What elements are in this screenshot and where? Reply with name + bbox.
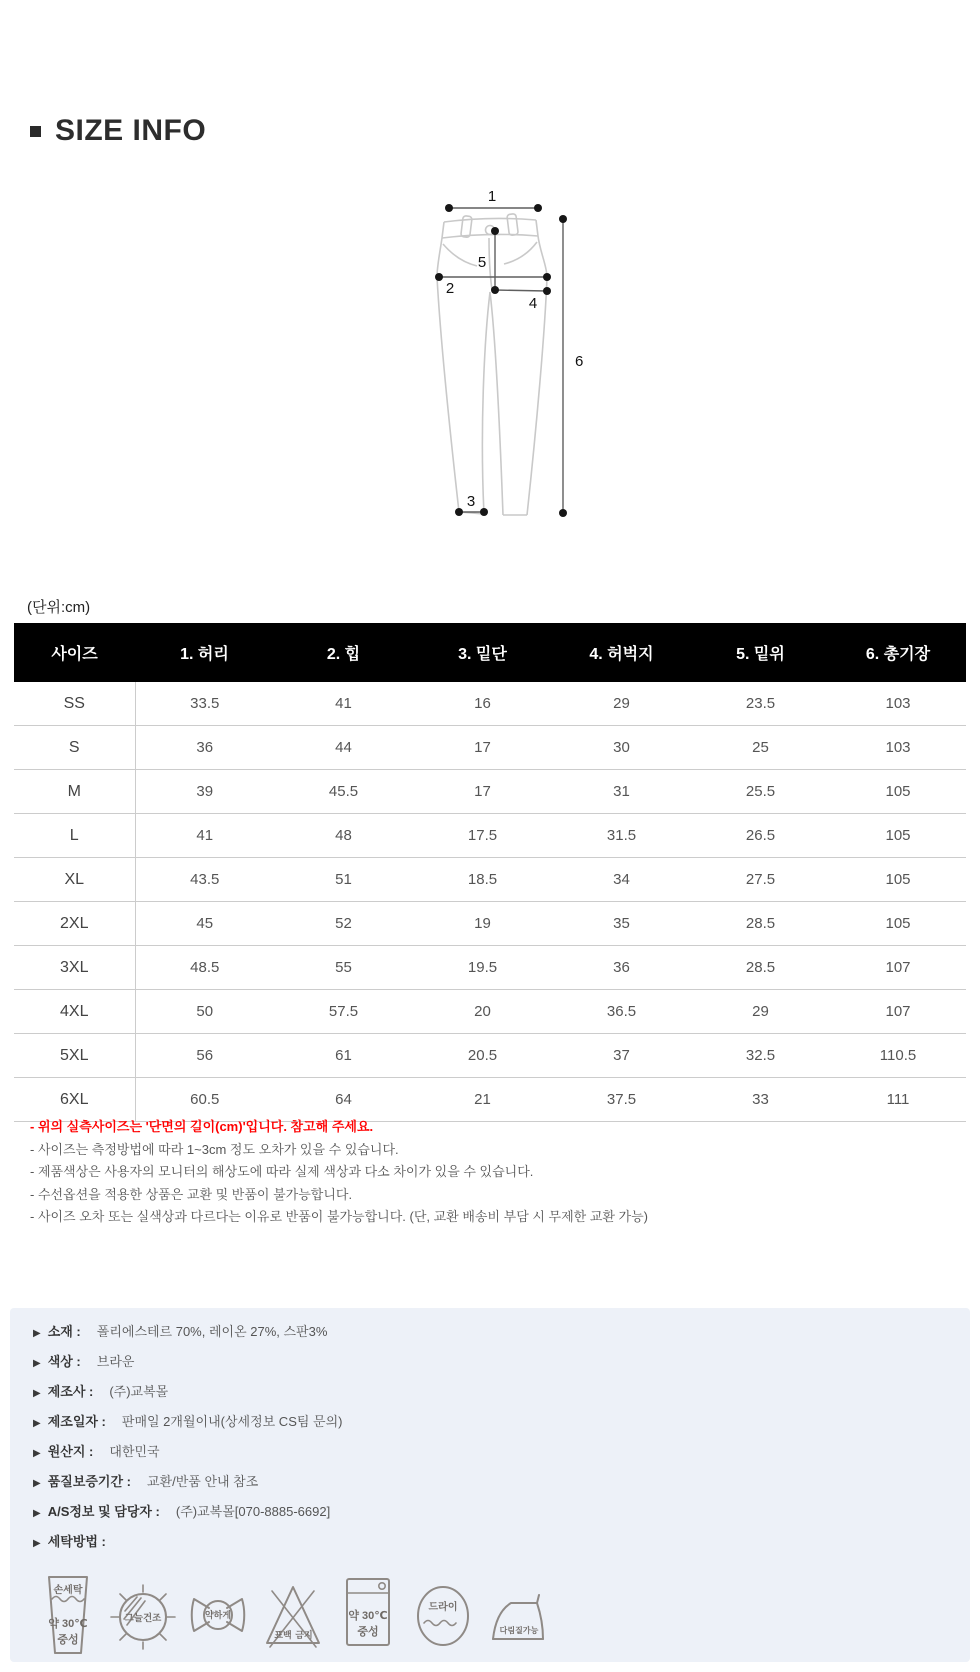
info-item-manufacture-date <box>33 1408 970 1438</box>
size-notes <box>30 1116 648 1229</box>
arrow-icon: ▶ <box>33 1388 41 1399</box>
arrow-icon: ▶ <box>33 1358 41 1369</box>
measure-label-4: 4 <box>528 295 538 312</box>
square-bullet-icon <box>30 126 41 137</box>
cell: 45 <box>135 902 274 946</box>
cell: 60.5 <box>135 1078 274 1122</box>
table-row <box>14 902 966 946</box>
cell: 28.5 <box>691 902 830 946</box>
unit-label: (단위:cm) <box>27 599 91 616</box>
cell: 48.5 <box>135 946 274 990</box>
measure-label-6: 6 <box>575 353 584 370</box>
size-value: 6XL <box>14 1078 135 1122</box>
machine-wash-icon <box>335 1571 401 1657</box>
cell: 105 <box>830 770 966 814</box>
measure-label-5: 5 <box>477 254 487 271</box>
size-value: M <box>14 770 135 814</box>
col-thigh: 4. 허벅지 <box>552 623 691 682</box>
info-value: 브라운 <box>96 1354 135 1369</box>
cell: 111 <box>830 1078 966 1122</box>
cell: 28.5 <box>691 946 830 990</box>
info-value: 교환/반품 안내 참조 <box>147 1474 259 1489</box>
note-line: - 사이즈 오차 또는 실색상과 다르다는 이유로 반품이 불가능합니다. (단, 교환 배송비 부담 시 무제한 교환 가능) <box>30 1209 648 1224</box>
info-item-color <box>33 1348 970 1378</box>
svg-text:약 30℃: 약 30℃ <box>48 1618 88 1630</box>
table-row <box>14 858 966 902</box>
cell: 41 <box>135 814 274 858</box>
cell: 61 <box>274 1034 413 1078</box>
size-value: 3XL <box>14 946 135 990</box>
info-value: 폴리에스테르 70%, 레이온 27%, 스판3% <box>96 1324 328 1339</box>
cell: 56 <box>135 1034 274 1078</box>
table-row <box>14 682 966 726</box>
cell: 107 <box>830 990 966 1034</box>
table-row <box>14 726 966 770</box>
cell: 55 <box>274 946 413 990</box>
info-label: 소재 : <box>47 1324 81 1339</box>
table-row <box>14 1078 966 1122</box>
cell: 29 <box>552 682 691 726</box>
cell: 64 <box>274 1078 413 1122</box>
arrow-icon: ▶ <box>33 1508 41 1519</box>
dry-clean-icon <box>410 1571 476 1657</box>
note-line: - 수선옵션을 적용한 상품은 교환 및 반품이 불가능합니다. <box>30 1186 353 1202</box>
cell: 31.5 <box>552 814 691 858</box>
info-item-warranty <box>33 1468 970 1498</box>
svg-text:금지: 금지 <box>295 1630 313 1640</box>
product-info-panel <box>10 1308 970 1662</box>
cell: 51 <box>274 858 413 902</box>
cell: 57.5 <box>274 990 413 1034</box>
svg-text:드라이: 드라이 <box>428 1602 458 1613</box>
col-rise: 5. 밑위 <box>691 623 830 682</box>
cell: 18.5 <box>413 858 552 902</box>
cell: 17 <box>413 770 552 814</box>
svg-text:약하게: 약하게 <box>204 1610 232 1620</box>
size-value: S <box>14 726 135 770</box>
cell: 105 <box>830 858 966 902</box>
svg-text:중성: 중성 <box>57 1634 79 1646</box>
page-title-text: SIZE INFO <box>55 114 207 147</box>
cell: 19 <box>413 902 552 946</box>
measure-label-1: 1 <box>487 188 497 205</box>
size-value: 5XL <box>14 1034 135 1078</box>
svg-text:약 30℃: 약 30℃ <box>348 1610 388 1622</box>
note-line: - 사이즈는 측정방법에 따라 1~3cm 정도 오차가 있을 수 있습니다. <box>30 1141 399 1157</box>
svg-text:그늘건조: 그늘건조 <box>124 1613 162 1624</box>
cell: 26.5 <box>691 814 830 858</box>
cell: 48 <box>274 814 413 858</box>
cell: 34 <box>552 858 691 902</box>
size-value: XL <box>14 858 135 902</box>
cell: 107 <box>830 946 966 990</box>
page-title <box>30 114 206 148</box>
cell: 23.5 <box>691 682 830 726</box>
note-highlight: - 위의 실측사이즈는 '단면의 길이(cm)'입니다. 참고해 주세요. <box>30 1119 374 1134</box>
info-label: 세탁방법 : <box>47 1534 106 1549</box>
cell: 39 <box>135 770 274 814</box>
size-table <box>14 623 966 1122</box>
measure-label-2: 2 <box>445 280 455 297</box>
cell: 30 <box>552 726 691 770</box>
info-value: 판매일 2개월이내(상세정보 CS팀 문의) <box>121 1414 343 1429</box>
arrow-icon: ▶ <box>33 1448 41 1459</box>
info-item-material <box>33 1318 970 1348</box>
table-row <box>14 1034 966 1078</box>
info-label: A/S정보 및 담당자 : <box>47 1504 160 1519</box>
cell: 41 <box>274 682 413 726</box>
col-waist: 1. 허리 <box>135 623 274 682</box>
size-value: 4XL <box>14 990 135 1034</box>
info-label: 제조사 : <box>47 1384 94 1399</box>
cell: 110.5 <box>830 1034 966 1078</box>
info-label: 품질보증기간 : <box>47 1474 131 1489</box>
measure-lines <box>435 188 583 517</box>
cell: 16 <box>413 682 552 726</box>
info-value: (주)교복몰[070-8885-6692] <box>175 1504 331 1519</box>
arrow-icon: ▶ <box>33 1418 41 1429</box>
info-label: 제조일자 : <box>47 1414 106 1429</box>
svg-text:표백: 표백 <box>274 1630 292 1640</box>
note-line: - 제품색상은 사용자의 모니터의 해상도에 따라 실제 색상과 다소 차이가 있을 수 있습니다. <box>30 1164 534 1179</box>
col-hip: 2. 힙 <box>274 623 413 682</box>
cell: 44 <box>274 726 413 770</box>
cell: 25.5 <box>691 770 830 814</box>
size-table-header-row <box>14 623 966 682</box>
cell: 29 <box>691 990 830 1034</box>
cell: 25 <box>691 726 830 770</box>
info-item-as-contact <box>33 1498 970 1528</box>
col-hem: 3. 밑단 <box>413 623 552 682</box>
iron-ok-icon <box>485 1571 551 1657</box>
pants-measurement-diagram <box>380 170 600 522</box>
hand-wash-icon <box>35 1571 101 1657</box>
care-icons-row <box>35 1571 970 1657</box>
cell: 32.5 <box>691 1034 830 1078</box>
table-row <box>14 946 966 990</box>
col-length: 6. 총기장 <box>830 623 966 682</box>
cell: 17 <box>413 726 552 770</box>
cell: 19.5 <box>413 946 552 990</box>
cell: 37 <box>552 1034 691 1078</box>
wring-weak-icon <box>185 1571 251 1657</box>
table-row <box>14 814 966 858</box>
info-label: 원산지 : <box>47 1444 94 1459</box>
size-value: SS <box>14 682 135 726</box>
cell: 36 <box>135 726 274 770</box>
svg-text:다림질가능: 다림질가능 <box>499 1626 539 1635</box>
cell: 20 <box>413 990 552 1034</box>
cell: 105 <box>830 902 966 946</box>
col-size: 사이즈 <box>14 623 135 682</box>
size-value: 2XL <box>14 902 135 946</box>
cell: 52 <box>274 902 413 946</box>
cell: 45.5 <box>274 770 413 814</box>
info-value: 대한민국 <box>109 1444 160 1459</box>
info-item-origin <box>33 1438 970 1468</box>
svg-text:중성: 중성 <box>357 1626 379 1638</box>
shade-dry-icon <box>110 1571 176 1657</box>
arrow-icon: ▶ <box>33 1538 41 1549</box>
info-label: 색상 : <box>47 1354 81 1369</box>
cell: 37.5 <box>552 1078 691 1122</box>
info-value: (주)교복몰 <box>109 1384 169 1399</box>
cell: 35 <box>552 902 691 946</box>
measure-label-3: 3 <box>466 493 476 510</box>
cell: 103 <box>830 726 966 770</box>
cell: 20.5 <box>413 1034 552 1078</box>
cell: 50 <box>135 990 274 1034</box>
cell: 36 <box>552 946 691 990</box>
cell: 36.5 <box>552 990 691 1034</box>
arrow-icon: ▶ <box>33 1478 41 1489</box>
info-item-manufacturer <box>33 1378 970 1408</box>
cell: 27.5 <box>691 858 830 902</box>
table-row <box>14 770 966 814</box>
pants-outline-icon <box>437 214 547 515</box>
cell: 33.5 <box>135 682 274 726</box>
cell: 21 <box>413 1078 552 1122</box>
size-value: L <box>14 814 135 858</box>
cell: 33 <box>691 1078 830 1122</box>
cell: 103 <box>830 682 966 726</box>
info-item-wash-method <box>33 1528 970 1558</box>
arrow-icon: ▶ <box>33 1328 41 1339</box>
cell: 105 <box>830 814 966 858</box>
cell: 17.5 <box>413 814 552 858</box>
table-row <box>14 990 966 1034</box>
cell: 31 <box>552 770 691 814</box>
svg-text:손세탁: 손세탁 <box>53 1585 83 1596</box>
cell: 43.5 <box>135 858 274 902</box>
no-bleach-icon <box>260 1571 326 1657</box>
